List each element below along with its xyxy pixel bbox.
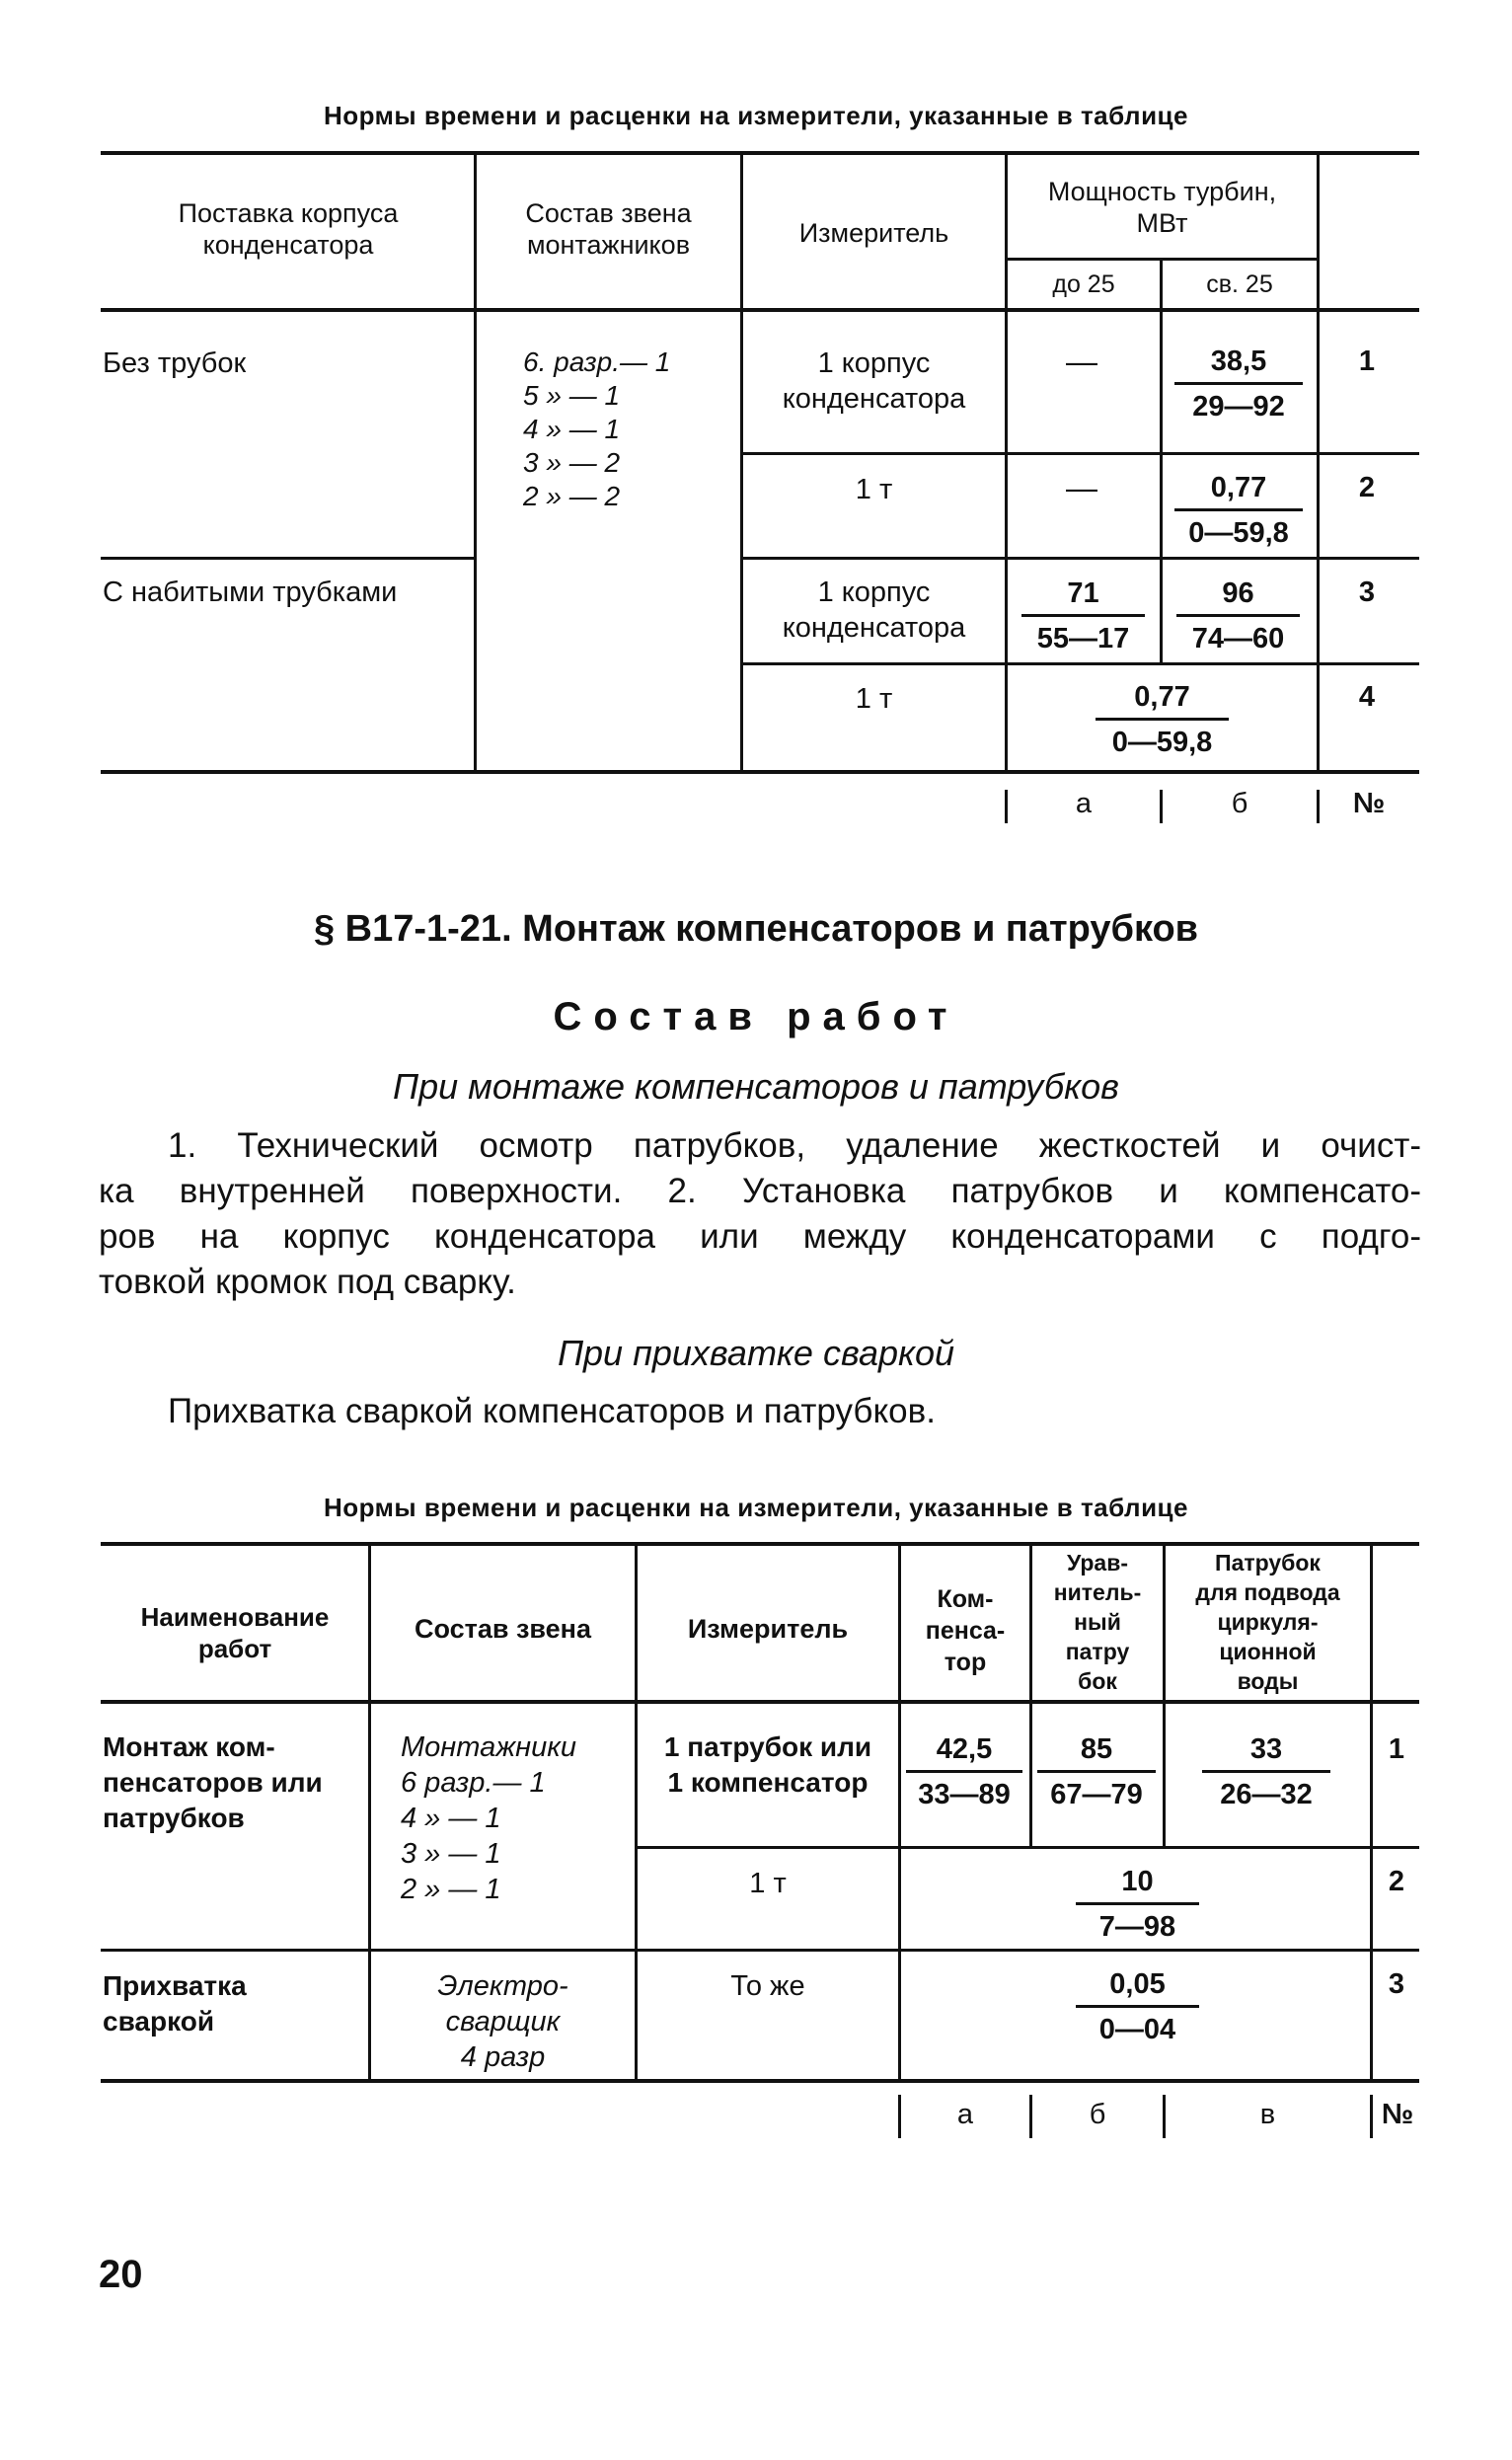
t2-r1-a-num: 42,5 (906, 1733, 1022, 1773)
t2-r1-name: Монтаж ком- пенсаторов или патрубков (103, 1731, 323, 1833)
t2-header-crew: Состав звена (415, 1614, 591, 1644)
t1-header-upto25: до 25 (1052, 270, 1115, 298)
t1-row-name-with-tubes: С набитыми трубками (103, 577, 398, 608)
page-number: 20 (99, 2253, 143, 2296)
t2-key-number: № (1381, 2099, 1414, 2130)
t1-vline-4 (1160, 259, 1163, 663)
t1-row-name-no-tubes: Без трубок (103, 347, 247, 379)
t1-r3-a-num: 71 (1021, 577, 1145, 617)
t1-r1-b (1174, 346, 1303, 423)
t1-key-a: а (1075, 788, 1093, 819)
t2-r3-meter: То же (730, 1970, 805, 2002)
t2-r1-crew: Монтажники 6 разр.— 1 4 » — 1 3 » — 1 2 » — 1 (401, 1731, 577, 1905)
t2-r2-den: 7—98 (1098, 1911, 1176, 1943)
para1-line2: ка внутренней поверхности. 2. Установка патрубков и компенсато- (99, 1172, 1421, 1210)
t2-r1-c-num: 33 (1202, 1733, 1330, 1773)
t2-r1-a-den: 33—89 (918, 1779, 1011, 1810)
t2-key-c: в (1259, 2099, 1276, 2130)
t2-key-b: б (1089, 2099, 1106, 2130)
t1-vline-3 (1005, 153, 1008, 772)
t1-key-number: № (1352, 788, 1386, 819)
t1-header-crew: Состав звена монтажников (525, 198, 692, 260)
t2-r2-number: 2 (1388, 1866, 1405, 1897)
t1-header-rule (101, 308, 1419, 312)
t1-header-power: Мощность турбин, МВт (1047, 177, 1277, 238)
t1-r1-number: 1 (1358, 346, 1376, 377)
subheading-installation: При монтаже компенсаторов и патрубков (393, 1066, 1119, 1107)
subheading-tack-welding: При прихватке сваркой (557, 1333, 955, 1373)
t1-r3-a (1021, 577, 1145, 655)
t1-r1-b-den: 29—92 (1192, 391, 1285, 423)
t2-r1-c (1202, 1733, 1330, 1811)
t1-r2-number: 2 (1358, 472, 1376, 503)
t2-header-compensator: Ком- пенса- тор (925, 1585, 1006, 1676)
t2-r3-den: 0—04 (1098, 2014, 1176, 2045)
t1-r2-meter: 1 т (855, 474, 893, 505)
t1-r3-a-den: 55—17 (1036, 623, 1130, 654)
t1-header-supply: Поставка корпуса конденсатора (178, 198, 399, 260)
t1-row2-rule-left (101, 557, 474, 560)
t1-r2-b (1174, 472, 1303, 550)
t1-r3-number: 3 (1358, 577, 1376, 608)
t1-key-b: б (1231, 788, 1248, 819)
para1-line3: ров на корпус конденсатора или между конденсаторами с подго- (99, 1217, 1421, 1256)
t2-r3-num: 0,05 (1076, 1968, 1199, 2008)
section-title: § В17-1-21. Монтаж компенсаторов и патрубков (313, 908, 1199, 950)
t2-r1-number: 1 (1388, 1733, 1405, 1765)
t1-r1-a: — (1066, 344, 1097, 379)
t1-r4-num: 0,77 (1096, 681, 1229, 721)
t2-r2-value (1076, 1866, 1199, 1944)
t2-row2-rule (101, 1949, 1419, 1952)
t1-r1-meter: 1 корпус конденсатора (782, 347, 966, 415)
t1-r4-meter: 1 т (855, 683, 893, 715)
t1-r3-meter: 1 корпус конденсатора (782, 577, 966, 644)
t2-r1-b-den: 67—79 (1050, 1779, 1143, 1810)
t2-header-circ-water-pipe: Патрубок для подвода циркуля- ционной воды (1195, 1550, 1340, 1694)
para1-line4: товкой кромок под сварку. (99, 1263, 516, 1301)
t1-r4-number: 4 (1358, 681, 1376, 713)
t1-bottom-rule (101, 770, 1419, 774)
t1-r2-b-num: 0,77 (1174, 472, 1303, 511)
t2-r3-name: Прихватка сваркой (103, 1970, 247, 2037)
t1-vline-5 (1317, 153, 1320, 772)
paragraph-installation (99, 1123, 1421, 1305)
t2-header-equalizing-pipe: Урав- нитель- ный патру бок (1053, 1550, 1142, 1694)
t2-header-work-name: Наименование работ (140, 1602, 330, 1663)
para1-line1: 1. Технический осмотр патрубков, удаление жесткостей и очист- (168, 1126, 1421, 1165)
t1-r4-value (1096, 681, 1229, 759)
t1-r4-den: 0—59,8 (1111, 727, 1213, 758)
t2-r2-num: 10 (1076, 1866, 1199, 1905)
t2-header-meter: Измеритель (687, 1614, 849, 1644)
t1-r2-b-den: 0—59,8 (1188, 517, 1289, 549)
t2-r3-value (1076, 1968, 1199, 2046)
t2-r3-number: 3 (1388, 1968, 1405, 2000)
t2-r1-b-num: 85 (1037, 1733, 1156, 1773)
t2-header-rule (101, 1700, 1419, 1704)
t2-r1-b (1037, 1733, 1156, 1811)
t1-r3-b (1176, 577, 1300, 655)
t1-top-rule (101, 151, 1419, 155)
t1-r2-a: — (1066, 470, 1097, 505)
t2-top-rule (101, 1542, 1419, 1546)
t2-r3-crew: Электро- сварщик 4 разр (437, 1970, 568, 2073)
t1-r3-b-den: 74—60 (1191, 623, 1285, 654)
t1-crew: 6. разр.— 1 5 » — 1 4 » — 1 3 » — 2 2 » — 2 (523, 346, 671, 511)
t2-key-a: а (956, 2099, 974, 2130)
t2-r1-meter: 1 патрубок или 1 компенсатор (663, 1731, 872, 1798)
t1-header-over25: св. 25 (1206, 270, 1273, 298)
section-subtitle: Состав работ (553, 995, 959, 1038)
table2-caption: Нормы времени и расценки на измерители, указанные в таблице (323, 1493, 1188, 1522)
t1-r1-b-num: 38,5 (1174, 346, 1303, 385)
t1-header-meter: Измеритель (798, 218, 949, 248)
table1-caption: Нормы времени и расценки на измерители, указанные в таблице (323, 101, 1188, 130)
paragraph-tack-welding: Прихватка сваркой компенсаторов и патрубков. (168, 1392, 936, 1430)
t2-r2-meter: 1 т (749, 1868, 787, 1899)
t2-r1-a (906, 1733, 1022, 1811)
t2-r1-c-den: 26—32 (1220, 1779, 1313, 1810)
t2-bottom-rule (101, 2079, 1419, 2083)
t2-row1-rule (635, 1846, 1419, 1849)
t1-r3-b-num: 96 (1176, 577, 1300, 617)
